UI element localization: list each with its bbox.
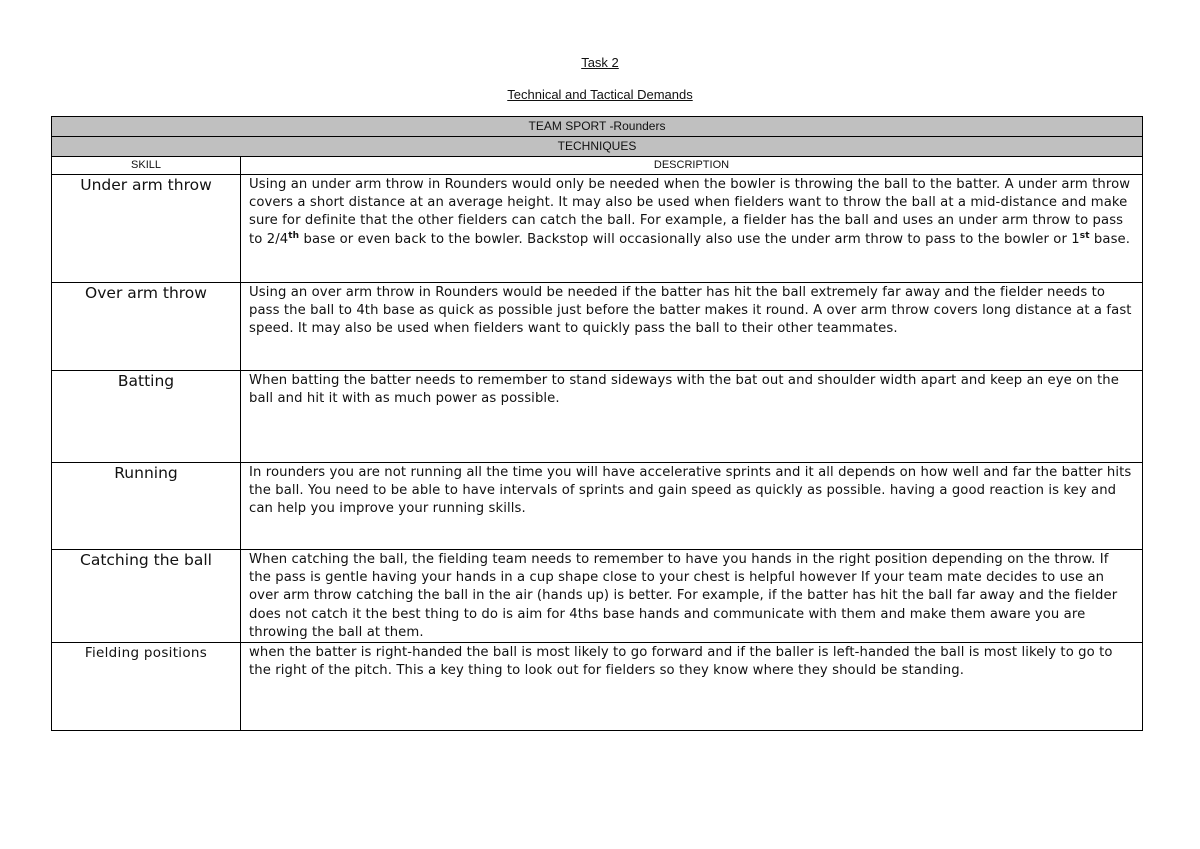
description-cell: when the batter is right-handed the ball is most likely to go forward and if the baller is left-handed the ball is most likely to go to the right of the pitch. This a key thing to look out for fielders so they know where they should be standing. — [241, 643, 1143, 731]
description-cell: When batting the batter needs to remember to stand sideways with the bat out and shoulder width apart and keep an eye on the ball and hit it with as much power as possible. — [241, 371, 1143, 463]
description-cell: In rounders you are not running all the time you will have accelerative sprints and it all depends on how well and far the batter hits the ball. You need to be able to have intervals of sprints and gain speed as quickly as possible. having a good reaction is key and can help you improve your running skills. — [241, 463, 1143, 550]
description-text: base. — [1089, 231, 1131, 247]
task-title: Task 2 — [581, 55, 619, 70]
skill-column-header: SKILL — [52, 157, 241, 175]
description-cell: Using an over arm throw in Rounders would be needed if the batter has hit the ball extremely far away and the fielder needs to pass the ball to 4th base as quick as possible just before the batter makes it round. A over arm throw covers long distance at a fast speed. It may also be used when fielders want to quickly pass the ball to their other teammates. — [241, 283, 1143, 371]
description-text: base or even back to the bowler. Backstop will occasionally also use the under arm throw to pass to the bowler or 1 — [299, 231, 1080, 247]
description-cell — [241, 175, 1143, 283]
techniques-heading-row — [52, 137, 1143, 157]
techniques-heading: TECHNIQUES — [52, 137, 1143, 157]
sport-heading-row — [52, 117, 1143, 137]
skill-cell: Under arm throw — [52, 175, 241, 283]
table-row — [52, 371, 1143, 463]
document-subtitle: Technical and Tactical Demands — [507, 87, 693, 102]
sport-heading: TEAM SPORT -Rounders — [52, 117, 1143, 137]
skill-cell: Fielding positions — [52, 643, 241, 731]
skill-cell: Catching the ball — [52, 550, 241, 643]
table-row — [52, 550, 1143, 643]
ordinal-suffix: th — [288, 230, 300, 241]
description-text: Using an under arm throw in Rounders would only be needed when the bowler is throwing the ball to the batter. A under arm throw covers a short distance at an average height. It may also be used when fielders want to throw the ball at a mid-distance and make sure for definite that the other fielders can catch the ball. For example, a fielder has the ball and uses an under arm throw to pass to 2/4 — [249, 177, 1131, 247]
table-row — [52, 463, 1143, 550]
skill-cell: Over arm throw — [52, 283, 241, 371]
description-cell: When catching the ball, the fielding team needs to remember to have you hands in the right position depending on the throw. If the pass is gentle having your hands in a cup shape close to your chest is helpful however If your team mate decides to use an over arm throw catching the ball in the air (hands up) is better. For example, if the batter has hit the ball far away and the fielder does not catch it the best thing to do is aim for 4ths base hands and communicate with them and make them aware you are throwing the ball at them. — [241, 550, 1143, 643]
table-row — [52, 283, 1143, 371]
table-row — [52, 643, 1143, 731]
column-header-row — [52, 157, 1143, 175]
table-row — [52, 175, 1143, 283]
skill-cell: Running — [52, 463, 241, 550]
description-column-header: DESCRIPTION — [241, 157, 1143, 175]
skill-cell: Batting — [52, 371, 241, 463]
ordinal-suffix: st — [1079, 230, 1090, 241]
techniques-table — [51, 116, 1143, 731]
